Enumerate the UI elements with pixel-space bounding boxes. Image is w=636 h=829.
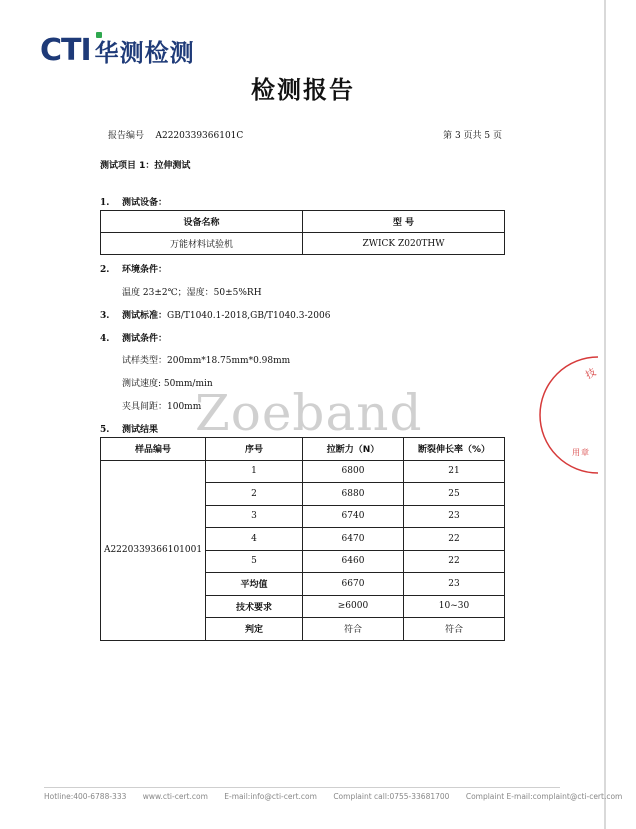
environment-value: 温度 23±2℃；湿度：50±5%RH xyxy=(122,288,262,298)
table-header-cell: 样品编号 xyxy=(101,438,206,461)
section-number: 4. xyxy=(100,334,110,344)
seal-char: 用 xyxy=(572,448,580,457)
section-equipment xyxy=(100,195,167,208)
footer-hotline: Hotline:400-6788-333 xyxy=(44,792,127,801)
watermark: Zoeband xyxy=(195,384,423,442)
test-item-title: 测试项目 1：拉伸测试 xyxy=(100,161,191,171)
equipment-table xyxy=(100,210,505,255)
table-cell: 判定 xyxy=(206,618,303,641)
table-row xyxy=(101,233,505,255)
logo-dot xyxy=(96,32,102,38)
page-title: 检测报告 xyxy=(251,76,355,104)
table-cell: 2 xyxy=(206,483,303,506)
section-label: 测试设备： xyxy=(122,198,168,208)
table-cell: 25 xyxy=(403,483,504,506)
table-cell: 3 xyxy=(206,505,303,528)
results-table xyxy=(100,437,505,641)
footer-web-link[interactable]: www.cti-cert.com xyxy=(142,792,208,801)
table-header-cell: 型 号 xyxy=(303,211,505,233)
table-cell: 21 xyxy=(403,460,504,483)
table-cell: 5 xyxy=(206,550,303,573)
footer xyxy=(44,792,636,801)
section-label: 测试条件： xyxy=(122,334,168,344)
table-cell: 6740 xyxy=(302,505,403,528)
table-header-cell: 序号 xyxy=(206,438,303,461)
section-label: 环境条件： xyxy=(122,265,168,275)
section-environment xyxy=(100,262,167,275)
table-cell: 平均值 xyxy=(206,573,303,596)
page-info: 第 3 页共 5 页 xyxy=(443,131,502,141)
footer-complaint-email[interactable]: Complaint E-mail:complaint@cti-cert.com xyxy=(465,792,623,801)
section-standard xyxy=(100,308,330,321)
report-no-value: A2220339366101C xyxy=(155,131,244,141)
section-conditions xyxy=(100,331,167,344)
section-number: 5. xyxy=(100,425,110,435)
section-label: 测试标准： xyxy=(122,311,168,321)
condition-line: 测试速度: 50mm/min xyxy=(122,379,213,389)
logo-cti-text: CTI xyxy=(40,32,91,68)
table-cell: 22 xyxy=(403,528,504,551)
logo-cn-text: 华测检测 xyxy=(94,38,195,67)
table-cell: 23 xyxy=(403,573,504,596)
cti-logo xyxy=(40,30,195,70)
section-number: 1. xyxy=(100,198,110,208)
table-cell: 6800 xyxy=(302,460,403,483)
table-cell: 10~30 xyxy=(403,595,504,618)
table-header-cell: 设备名称 xyxy=(101,211,303,233)
seal-stamp xyxy=(568,355,598,475)
table-cell: 23 xyxy=(403,505,504,528)
section-number: 3. xyxy=(100,311,110,321)
footer-complaint-call: Complaint call:0755-33681700 xyxy=(333,792,450,801)
table-cell: 符合 xyxy=(403,618,504,641)
table-cell: 22 xyxy=(403,550,504,573)
condition-line: 夹具间距：100mm xyxy=(122,402,202,412)
section-label: 测试结果 xyxy=(122,425,159,435)
standard-value: GB/T1040.1-2018,GB/T1040.3-2006 xyxy=(167,311,331,321)
condition-line: 试样类型：200mm*18.75mm*0.98mm xyxy=(122,356,291,366)
table-cell: 6670 xyxy=(302,573,403,596)
table-cell: 符合 xyxy=(302,618,403,641)
sample-id-cell: A2220339366101001 xyxy=(101,460,206,640)
table-cell: 6470 xyxy=(302,528,403,551)
report-no-label: 报告编号 xyxy=(108,131,145,141)
table-header-cell: 拉断力（N） xyxy=(302,438,403,461)
table-header-row xyxy=(101,211,505,233)
footer-divider xyxy=(44,787,560,788)
seal-char: 章 xyxy=(581,448,589,457)
table-row xyxy=(101,460,505,483)
seal-char: 技 xyxy=(584,367,599,382)
table-cell: 1 xyxy=(206,460,303,483)
table-cell: 4 xyxy=(206,528,303,551)
footer-email[interactable]: E-mail:info@cti-cert.com xyxy=(224,792,317,801)
report-number xyxy=(108,128,243,141)
section-number: 2. xyxy=(100,265,110,275)
table-cell: 技术要求 xyxy=(206,595,303,618)
table-cell: 6460 xyxy=(302,550,403,573)
table-header-cell: 断裂伸长率（%） xyxy=(403,438,504,461)
table-cell: 万能材料试验机 xyxy=(101,233,303,255)
table-cell: ≥6000 xyxy=(302,595,403,618)
table-cell: 6880 xyxy=(302,483,403,506)
table-cell: ZWICK Z020THW xyxy=(303,233,505,255)
section-results xyxy=(100,422,158,435)
